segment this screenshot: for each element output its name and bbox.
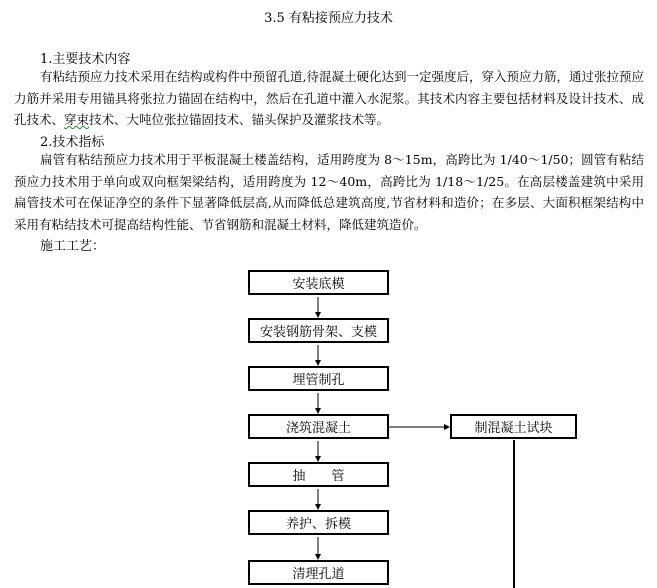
flow-step-1: 安装底模 — [248, 270, 389, 295]
flow-step-3: 埋管制孔 — [248, 366, 389, 391]
flow-side-box: 制混凝土试块 — [450, 414, 577, 439]
flow-step-4: 浇筑混凝土 — [248, 414, 389, 439]
section-1-text-a: 有粘结预应力技术采用在结构或构件中预留孔道,待混凝土硬化达到一定强度后，穿入预应力筋，通过张拉预应力筋并采用专用锚具将张拉力锚固在结构中，然后在孔道中灌入水泥浆。其技术内容主要包括材料及设计技术、成孔技术、 — [14, 69, 644, 127]
document-title: 3.5 有粘接预应力技术 — [264, 11, 393, 26]
section-1-text-b: 技术、大吨位张拉锚固技术、锚头保护及灌浆技术等。 — [89, 112, 390, 127]
process-label: 施工工艺： — [40, 239, 106, 254]
flow-step-2: 安装钢筋骨架、支模 — [248, 318, 389, 343]
section-2-heading: 2.技术指标 — [40, 135, 105, 150]
section-2-paragraph: 扁管有粘结预应力技术用于平板混凝土楼盖结构，适用跨度为 8～15m，高跨比为 1/40～1/50；圆管有粘结预应力技术用于单向或双向框架梁结构，适用跨度为 12～40m，高跨比为 1/18～1/25。在高层楼盖建筑中采用扁管技术可在保证净空的条件下显著降低层高,从而降低总建筑高度,节省材料和造价；在多层、大面积框架结构中采用有粘结技术可提高结构性能、节省钢筋和混凝土材料，降低建筑造价。 — [14, 152, 644, 232]
flow-step-5: 抽 管 — [248, 462, 389, 487]
section-1-heading: 1.主要技术内容 — [40, 52, 131, 67]
flow-step-6: 养护、拆模 — [248, 510, 389, 535]
spellcheck-word: 穿束 — [64, 112, 90, 127]
flow-step-7: 清理孔道 — [248, 560, 389, 585]
